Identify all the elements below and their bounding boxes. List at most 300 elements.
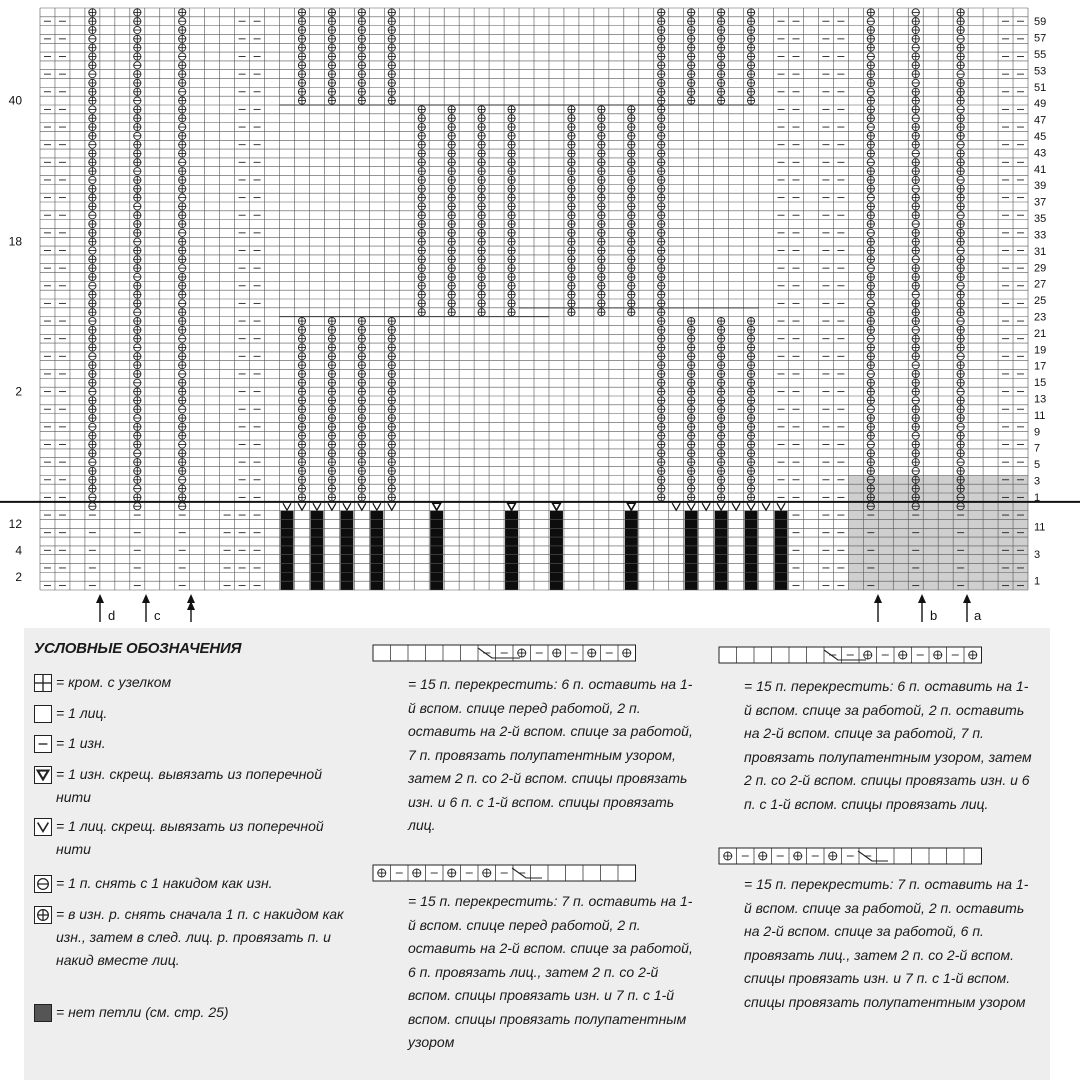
- circle-plus-mark: [567, 141, 575, 149]
- circle-plus-mark: [867, 388, 875, 396]
- circle-plus-mark: [478, 211, 486, 219]
- circle-plus-mark: [478, 194, 486, 202]
- circle-plus-mark: [912, 493, 920, 501]
- circle-plus-mark: [747, 361, 755, 369]
- circle-plus-mark: [298, 467, 306, 475]
- circle-plus-mark: [358, 8, 366, 16]
- circle-plus-mark: [657, 423, 665, 431]
- circle-plus-mark: [957, 150, 965, 158]
- circle-plus-mark: [358, 97, 366, 105]
- circle-plus-mark: [178, 432, 186, 440]
- circle-plus-mark: [388, 26, 396, 34]
- circle-plus-mark: [358, 61, 366, 69]
- circle-plus-mark: [687, 326, 695, 334]
- circle-plus-mark: [657, 123, 665, 131]
- circle-plus-mark: [478, 238, 486, 246]
- circle-plus-mark: [597, 299, 605, 307]
- circle-plus-mark: [328, 361, 336, 369]
- circle-plus-mark: [747, 97, 755, 105]
- circle-plus-mark: [567, 264, 575, 272]
- circle-plus-mark: [747, 17, 755, 25]
- circle-plus-mark: [178, 185, 186, 193]
- circle-plus-mark: [687, 317, 695, 325]
- circle-plus-mark: [178, 202, 186, 210]
- circle-plus-mark: [418, 308, 426, 316]
- circle-plus-mark: [867, 167, 875, 175]
- circle-plus-mark: [388, 70, 396, 78]
- circle-plus-mark: [657, 273, 665, 281]
- circle-minus-mark: [133, 414, 141, 421]
- circle-plus-mark: [717, 467, 725, 475]
- circle-plus-mark: [912, 105, 920, 113]
- circle-plus-mark: [358, 44, 366, 52]
- circle-minus-mark: [88, 35, 96, 42]
- circle-plus-mark: [328, 467, 336, 475]
- right-row-number: 37: [1034, 196, 1047, 209]
- circle-plus-mark: [508, 185, 516, 193]
- circle-plus-mark: [912, 405, 920, 413]
- circle-minus-mark: [133, 309, 141, 316]
- circle-plus-mark: [508, 255, 516, 263]
- circle-plus-mark: [178, 35, 186, 43]
- circle-plus-mark: [133, 458, 141, 466]
- circle-plus-mark: [597, 194, 605, 202]
- circle-plus-mark: [133, 352, 141, 360]
- twisted-knit-mark: [672, 503, 680, 510]
- circle-plus-mark: [912, 88, 920, 96]
- circle-plus-mark: [88, 273, 96, 281]
- circle-plus-mark: [717, 97, 725, 105]
- legend-row-twisted-knit: [34, 818, 346, 861]
- circle-plus-mark: [358, 344, 366, 352]
- circle-plus-mark: [358, 335, 366, 343]
- circle-plus-mark: [298, 326, 306, 334]
- circle-minus-mark: [912, 432, 920, 439]
- circle-plus-mark: [88, 202, 96, 210]
- circle-plus-mark: [747, 317, 755, 325]
- circle-plus-mark: [957, 97, 965, 105]
- circle-plus-mark: [912, 70, 920, 78]
- circle-plus-mark: [418, 176, 426, 184]
- circle-plus-mark: [388, 344, 396, 352]
- cable-diagram-3: [718, 645, 1008, 667]
- circle-plus-mark: [747, 335, 755, 343]
- circle-minus-mark: [912, 9, 920, 16]
- circle-plus-mark: [657, 326, 665, 334]
- dash-box-icon: [34, 735, 52, 753]
- circle-plus-mark: [957, 123, 965, 131]
- circle-plus-mark: [867, 432, 875, 440]
- circle-plus-mark: [133, 105, 141, 113]
- circle-minus-mark: [133, 132, 141, 139]
- circle-minus-mark: [178, 229, 186, 236]
- legend-row-knit: [34, 705, 346, 725]
- circle-plus-mark: [567, 114, 575, 122]
- circle-plus-mark: [88, 414, 96, 422]
- circle-plus-mark: [178, 255, 186, 263]
- twisted-knit-mark: [717, 503, 725, 510]
- circle-plus-mark: [88, 194, 96, 202]
- circle-plus-mark: [627, 132, 635, 140]
- legend-row-slip: [34, 875, 346, 895]
- circle-plus-mark: [597, 229, 605, 237]
- circle-minus-mark: [957, 353, 965, 360]
- circle-plus-mark: [687, 423, 695, 431]
- circle-plus-mark: [657, 361, 665, 369]
- circle-plus-mark: [328, 17, 336, 25]
- circle-plus-mark: [597, 282, 605, 290]
- circle-plus-mark: [298, 396, 306, 404]
- circle-plus-mark: [957, 449, 965, 457]
- circle-plus-mark: [687, 335, 695, 343]
- circle-plus-mark: [867, 202, 875, 210]
- twisted-knit-mark: [343, 503, 351, 510]
- circle-plus-mark: [388, 352, 396, 360]
- circle-plus-mark: [687, 370, 695, 378]
- circle-plus-mark: [957, 229, 965, 237]
- circle-plus-mark: [448, 150, 456, 158]
- circle-plus-mark: [418, 299, 426, 307]
- circle-plus-mark: [957, 185, 965, 193]
- circle-plus-mark: [178, 388, 186, 396]
- circle-plus-mark: [657, 414, 665, 422]
- circle-plus-mark: [687, 379, 695, 387]
- circle-plus-mark: [358, 441, 366, 449]
- right-row-number: 11: [1034, 521, 1046, 534]
- circle-plus-mark: [747, 61, 755, 69]
- circle-plus-mark: [133, 114, 141, 122]
- circle-plus-mark: [418, 185, 426, 193]
- circle-minus-mark: [957, 247, 965, 254]
- circle-plus-mark: [747, 88, 755, 96]
- circle-plus-mark: [867, 493, 875, 501]
- circle-plus-mark: [388, 335, 396, 343]
- circle-plus-mark: [328, 53, 336, 61]
- circle-plus-mark: [657, 335, 665, 343]
- circle-minus-mark: [178, 370, 186, 377]
- circle-plus-mark: [328, 458, 336, 466]
- circle-plus-mark: [388, 379, 396, 387]
- circle-plus-mark: [567, 255, 575, 263]
- circle-plus-mark: [717, 326, 725, 334]
- circle-plus-mark: [657, 352, 665, 360]
- cable-text-3: = 15 п. перекрестить: 6 п. оставить на 1-й вспом. спице за работой, 2 п. оставить на 2-й вспом. спице за работой, 7 п. провязать полупатентным узором, затем 2 п. со 2-й вспом. спицы провязать изн. и 6 п. с 1-й вспом. спицы провязать лиц.: [744, 678, 1032, 812]
- circle-plus-mark: [88, 158, 96, 166]
- circle-plus-mark: [627, 176, 635, 184]
- circle-plus-mark: [687, 441, 695, 449]
- circle-plus-mark: [178, 282, 186, 290]
- circle-plus-mark: [717, 432, 725, 440]
- twisted-purl-mark: [433, 503, 441, 510]
- right-row-number: 11: [1034, 409, 1046, 422]
- circle-plus-mark: [133, 17, 141, 25]
- legend-text-knit: = 1 лиц.: [56, 705, 108, 721]
- circle-plus-mark: [328, 449, 336, 457]
- circle-plus-mark: [657, 493, 665, 501]
- circle-plus-mark: [88, 379, 96, 387]
- circle-plus-mark: [867, 282, 875, 290]
- circle-plus-mark: [957, 167, 965, 175]
- circle-plus-mark: [178, 132, 186, 140]
- circle-minus-mark: [178, 194, 186, 201]
- circle-plus-mark: [687, 44, 695, 52]
- circle-plus-mark: [567, 194, 575, 202]
- circle-plus-mark: [867, 185, 875, 193]
- circle-plus-mark: [88, 44, 96, 52]
- circle-plus-mark: [88, 299, 96, 307]
- circle-plus-mark: [178, 317, 186, 325]
- circle-plus-mark: [627, 211, 635, 219]
- circle-plus-mark: [178, 344, 186, 352]
- circle-plus-mark: [957, 485, 965, 493]
- circle-plus-mark: [298, 423, 306, 431]
- circle-minus-mark: [912, 150, 920, 157]
- circle-plus-mark: [388, 432, 396, 440]
- circle-plus-mark: [597, 105, 605, 113]
- circle-plus-mark: [657, 396, 665, 404]
- circle-minus-mark: [133, 203, 141, 210]
- circle-plus-mark: [657, 70, 665, 78]
- circle-plus-mark: [867, 485, 875, 493]
- circle-plus-mark: [747, 35, 755, 43]
- circle-plus-mark: [747, 449, 755, 457]
- circle-plus-mark: [627, 114, 635, 122]
- circle-plus-mark: [358, 449, 366, 457]
- circle-plus-mark: [418, 123, 426, 131]
- circle-plus-mark: [388, 88, 396, 96]
- circle-plus-mark: [867, 255, 875, 263]
- right-row-number: 35: [1034, 213, 1047, 226]
- circle-plus-mark: [627, 255, 635, 263]
- circle-plus-mark: [358, 352, 366, 360]
- circle-plus-mark: [298, 344, 306, 352]
- circle-plus-mark: [133, 141, 141, 149]
- circle-plus-mark: [597, 158, 605, 166]
- circle-plus-mark: [88, 449, 96, 457]
- circle-plus-mark: [178, 70, 186, 78]
- arrow-label: d: [108, 608, 116, 623]
- circle-plus-mark: [717, 493, 725, 501]
- circle-plus-mark: [328, 8, 336, 16]
- circle-plus-mark: [957, 326, 965, 334]
- circle-plus-mark: [717, 396, 725, 404]
- circle-plus-mark: [627, 308, 635, 316]
- circle-plus-mark: [717, 379, 725, 387]
- circle-plus-mark: [657, 467, 665, 475]
- circle-plus-mark: [567, 220, 575, 228]
- circle-minus-mark: [867, 441, 875, 448]
- circle-plus-mark: [133, 79, 141, 87]
- circle-plus-mark: [388, 35, 396, 43]
- circle-plus-mark: [388, 17, 396, 25]
- circle-plus-mark: [867, 326, 875, 334]
- circle-plus-mark: [567, 167, 575, 175]
- circle-plus-mark: [298, 388, 306, 396]
- twisted-knit-mark: [358, 503, 366, 510]
- circle-plus-mark: [178, 396, 186, 404]
- circle-plus-mark: [627, 141, 635, 149]
- circle-plus-mark: [627, 105, 635, 113]
- circle-plus-mark: [448, 185, 456, 193]
- circle-plus-mark: [867, 150, 875, 158]
- circle-plus-mark: [747, 485, 755, 493]
- right-row-number: 15: [1034, 377, 1047, 390]
- circle-plus-mark: [912, 264, 920, 272]
- circle-plus-mark: [328, 370, 336, 378]
- circle-plus-mark: [747, 441, 755, 449]
- circle-plus-mark: [88, 97, 96, 105]
- circle-plus-mark: [867, 423, 875, 431]
- circle-plus-mark: [747, 405, 755, 413]
- circle-plus-mark: [627, 150, 635, 158]
- circle-plus-mark: [418, 229, 426, 237]
- legend-title: УСЛОВНЫЕ ОБОЗНАЧЕНИЯ: [34, 640, 242, 657]
- circle-plus-mark: [912, 247, 920, 255]
- circle-plus-mark: [957, 414, 965, 422]
- circle-plus-mark: [717, 423, 725, 431]
- circle-plus-mark: [328, 335, 336, 343]
- circle-plus-mark: [358, 361, 366, 369]
- circle-plus-mark: [627, 238, 635, 246]
- circle-plus-mark: [88, 485, 96, 493]
- circle-plus-mark: [388, 317, 396, 325]
- circle-plus-mark: [717, 88, 725, 96]
- stitch-arrows: [96, 594, 982, 623]
- circle-plus-mark: [687, 61, 695, 69]
- circle-plus-mark: [418, 264, 426, 272]
- circle-plus-mark: [133, 247, 141, 255]
- circle-plus-mark: [358, 405, 366, 413]
- circle-plus-mark: [687, 405, 695, 413]
- circle-plus-mark: [957, 308, 965, 316]
- circle-plus-mark: [133, 361, 141, 369]
- circle-plus-mark: [717, 44, 725, 52]
- circle-plus-mark: [178, 379, 186, 387]
- circle-plus-mark: [418, 238, 426, 246]
- left-row-label: 2: [15, 569, 22, 584]
- circle-plus-mark: [957, 441, 965, 449]
- circle-plus-mark: [747, 432, 755, 440]
- circle-plus-mark: [508, 132, 516, 140]
- circle-plus-mark: [418, 220, 426, 228]
- circle-plus-mark: [957, 361, 965, 369]
- cable-text-4: = 15 п. перекрестить: 7 п. оставить на 1-й вспом. спице за работой, 2 п. оставить на 2-й вспом. спице за работой, 6 п. провязать лиц., затем 2 п. со 2-й вспом. спицы провязать изн. и 7 п. с 1-й вспом. спицы провязать полупатентным узором: [744, 876, 1029, 1010]
- twisted-purl-mark: [627, 503, 635, 510]
- cable-text-2: = 15 п. перекрестить: 7 п. оставить на 1-й вспом. спице перед работой, 2 п. оставить на 2-й вспом. спице за работой, 6 п. провязать лиц., затем 2 п. со 2-й вспом. спицы провязать изн. и 7 п. с 1-й вспом. спицы провязать полупатентным узором: [408, 893, 693, 1050]
- circle-plus-mark: [687, 70, 695, 78]
- circle-plus-mark: [912, 17, 920, 25]
- circle-plus-mark: [328, 35, 336, 43]
- blank-box-icon: [34, 705, 52, 723]
- circle-plus-mark: [747, 493, 755, 501]
- circle-minus-mark: [957, 282, 965, 289]
- circle-plus-mark: [508, 291, 516, 299]
- circle-plus-mark: [298, 449, 306, 457]
- circle-minus-mark: [957, 35, 965, 42]
- circle-plus-mark: [687, 467, 695, 475]
- circle-plus-mark: [747, 370, 755, 378]
- circle-plus-mark: [448, 202, 456, 210]
- legend-text-edge: = кром. с узелком: [56, 674, 172, 690]
- circle-plus-mark: [478, 167, 486, 175]
- circle-plus-mark: [88, 308, 96, 316]
- circle-plus-mark: [508, 114, 516, 122]
- circle-plus-mark: [957, 432, 965, 440]
- circle-plus-mark: [133, 388, 141, 396]
- circle-plus-mark: [88, 441, 96, 449]
- arrow-label: c: [154, 608, 161, 623]
- circle-plus-mark: [657, 299, 665, 307]
- circle-plus-mark: [88, 220, 96, 228]
- circle-plus-mark: [178, 458, 186, 466]
- circle-plus-mark: [912, 211, 920, 219]
- circle-minus-mark: [957, 212, 965, 219]
- circle-minus-mark: [867, 265, 875, 272]
- circle-plus-mark: [418, 273, 426, 281]
- right-row-number: 57: [1034, 32, 1047, 45]
- circle-plus-mark: [388, 441, 396, 449]
- circle-plus-mark: [388, 405, 396, 413]
- circle-plus-mark: [88, 476, 96, 484]
- circle-minus-mark: [88, 353, 96, 360]
- circle-plus-mark: [388, 53, 396, 61]
- circle-plus-mark: [687, 476, 695, 484]
- circle-plus-mark: [657, 8, 665, 16]
- circle-plus-mark: [912, 299, 920, 307]
- circle-plus-mark: [867, 35, 875, 43]
- circle-plus-mark: [957, 299, 965, 307]
- circle-plus-mark: [657, 388, 665, 396]
- circle-plus-mark: [912, 344, 920, 352]
- circle-plus-mark: [358, 467, 366, 475]
- legend-text-twisted-knit: = 1 лиц. скрещ. вывязать из поперечной нити: [56, 818, 324, 857]
- right-row-number: 51: [1034, 81, 1047, 94]
- circle-plus-mark: [627, 123, 635, 131]
- circle-plus-mark: [957, 238, 965, 246]
- circle-plus-mark: [178, 8, 186, 16]
- circle-plus-mark: [657, 317, 665, 325]
- circle-plus-mark: [657, 88, 665, 96]
- circle-plus-mark: [597, 211, 605, 219]
- arrow-mark: [187, 594, 195, 622]
- circle-plus-mark: [657, 238, 665, 246]
- cable-diagram-2: [372, 863, 654, 885]
- circle-plus-mark: [867, 70, 875, 78]
- circle-plus-mark: [478, 141, 486, 149]
- circle-plus-mark: [358, 458, 366, 466]
- circle-plus-mark: [747, 8, 755, 16]
- circle-plus-mark: [358, 317, 366, 325]
- circle-plus-mark: [912, 414, 920, 422]
- no-stitch-block: [745, 511, 758, 590]
- circle-plus-mark: [867, 114, 875, 122]
- circle-plus-mark: [567, 247, 575, 255]
- circle-plus-mark: [133, 8, 141, 16]
- circle-plus-mark: [867, 211, 875, 219]
- circle-plus-mark: [133, 88, 141, 96]
- twisted-knit-mark: [732, 503, 740, 510]
- circle-plus-mark: [178, 247, 186, 255]
- circle-plus-mark: [717, 53, 725, 61]
- circle-plus-mark: [88, 432, 96, 440]
- circle-plus-mark: [358, 70, 366, 78]
- circle-minus-mark: [133, 238, 141, 245]
- circle-plus-mark: [88, 291, 96, 299]
- circle-plus-mark: [657, 44, 665, 52]
- circle-plus-mark: [448, 141, 456, 149]
- cable-diagram-1: [372, 643, 654, 665]
- circle-plus-mark: [747, 423, 755, 431]
